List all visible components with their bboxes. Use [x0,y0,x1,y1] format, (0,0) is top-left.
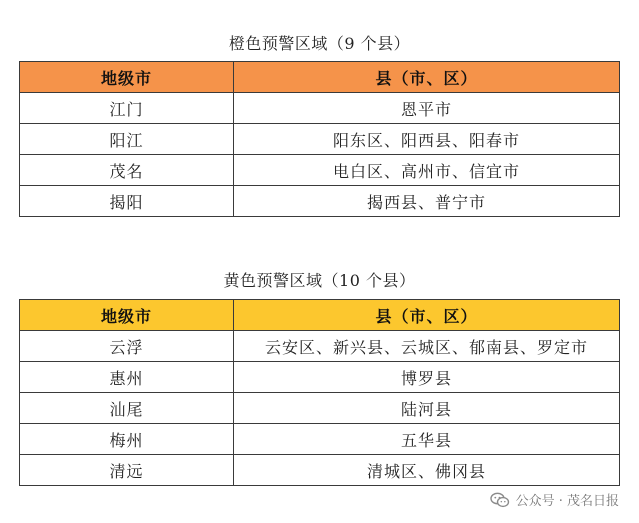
county-cell: 电白区、高州市、信宜市 [234,155,620,186]
yellow-warning-table [19,299,620,486]
wechat-icon [490,492,510,508]
county-cell: 博罗县 [234,362,620,393]
county-cell: 阳东区、阳西县、阳春市 [234,124,620,155]
table-header-row [20,300,620,331]
county-cell: 陆河县 [234,393,620,424]
county-cell: 恩平市 [234,93,620,124]
county-cell: 揭西县、普宁市 [234,186,620,217]
city-cell: 茂名 [20,155,234,186]
county-cell: 五华县 [234,424,620,455]
table-row [20,424,620,455]
orange-warning-table [19,61,620,217]
county-cell: 云安区、新兴县、云城区、郁南县、罗定市 [234,331,620,362]
table-row [20,331,620,362]
city-cell: 汕尾 [20,393,234,424]
city-cell: 阳江 [20,124,234,155]
city-cell: 惠州 [20,362,234,393]
header-city: 地级市 [20,300,234,331]
table-row [20,93,620,124]
table-row [20,455,620,486]
source-watermark [490,490,619,509]
orange-warning-caption: 橙色预警区域（9 个县） [228,34,411,53]
city-cell: 清远 [20,455,234,486]
table-row [20,362,620,393]
table-row [20,186,620,217]
table-row [20,393,620,424]
header-city: 地级市 [20,62,234,93]
table-header-row [20,62,620,93]
table-row [20,124,620,155]
city-cell: 梅州 [20,424,234,455]
header-county: 县（市、区） [234,300,620,331]
table-row [20,155,620,186]
yellow-warning-caption: 黄色预警区域（10 个县） [223,271,416,290]
header-county: 县（市、区） [234,62,620,93]
city-cell: 云浮 [20,331,234,362]
source-text: 公众号 · 茂名日报 [515,494,619,509]
city-cell: 江门 [20,93,234,124]
county-cell: 清城区、佛冈县 [234,455,620,486]
city-cell: 揭阳 [20,186,234,217]
